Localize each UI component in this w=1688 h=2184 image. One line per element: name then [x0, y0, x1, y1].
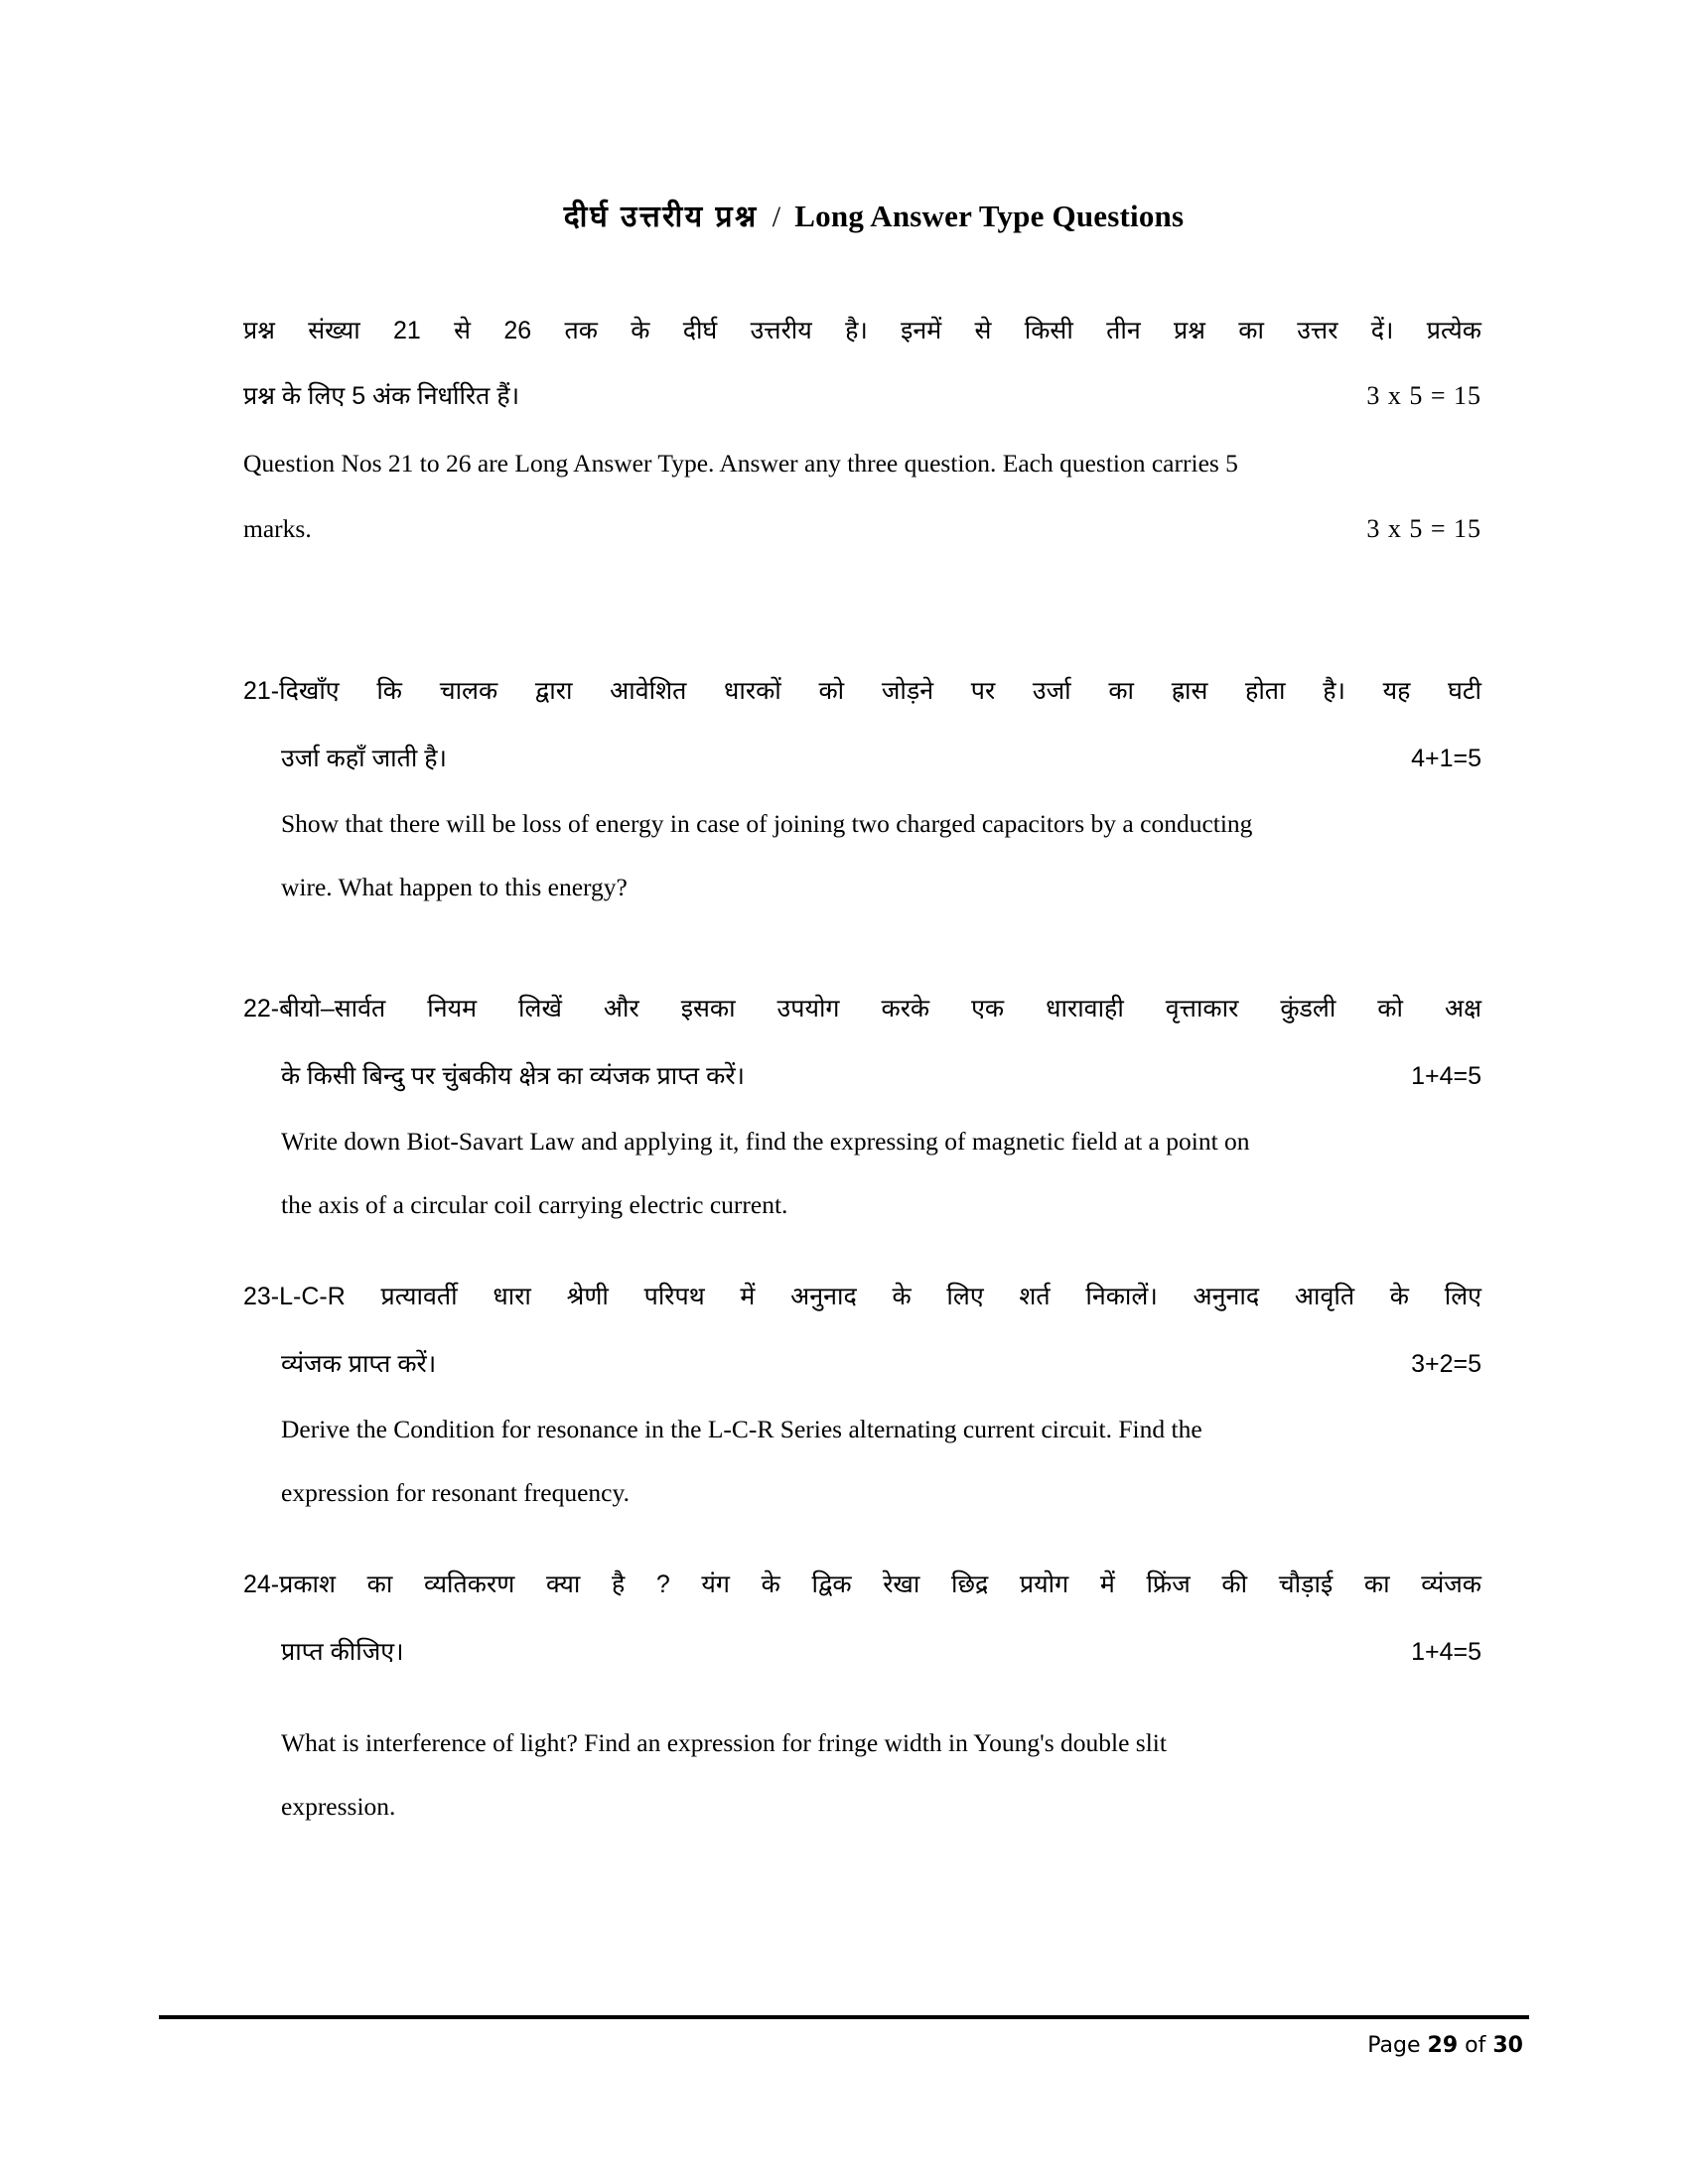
question-24-english	[243, 1711, 1481, 1839]
question-22	[243, 975, 1481, 1237]
question-23-hindi-line-1: 23-L-C-R प्रत्यावर्ती धारा श्रेणी परिपथ में अनुनाद के लिए शर्त निकालें। अनुनाद आवृति के लिए	[243, 1283, 1481, 1310]
question-22-english-line-2: the axis of a circular coil carrying electric current.	[281, 1190, 788, 1219]
question-21-english-line-1: Show that there will be loss of energy in case of joining two charged capacitors by a conducting	[281, 809, 1253, 838]
instructions-block	[243, 298, 1481, 562]
question-21-hindi-line-1: 21-दिखाँए कि चालक द्वारा आवेशित धारकों को जोड़ने पर उर्जा का ह्रास होता है। यह घटी	[243, 677, 1481, 705]
question-23-english-line-1: Derive the Condition for resonance in the L-C-R Series alternating current circuit. Find the	[281, 1415, 1202, 1443]
question-24-hindi-line-2: प्राप्त कीजिए।	[281, 1638, 404, 1666]
instructions-english-line-2: marks.	[243, 514, 312, 543]
instructions-english-line-1: Question Nos 21 to 26 are Long Answer Type. Answer any three question. Each question carries 5	[243, 449, 1238, 478]
question-23-english	[243, 1398, 1481, 1525]
question-24-hindi-line-1: 24-प्रकाश का व्यतिकरण क्या है ? यंग के द्विक रेखा छिद्र प्रयोग में फ्रिंज की चौड़ाई का व्यंजक	[243, 1570, 1481, 1598]
page-title	[0, 0, 1688, 235]
question-24-hindi	[243, 1551, 1481, 1686]
question-21-english-line-2: wire. What happen to this energy?	[281, 873, 628, 901]
instructions-hindi-marks: 3 x 5 = 15	[1366, 381, 1481, 410]
instructions-hindi-line-2: प्रश्न के लिए 5 अंक निर्धारित हैं।	[243, 382, 520, 410]
question-22-english	[243, 1110, 1481, 1237]
question-spacer	[243, 919, 1481, 975]
question-23-english-line-2: expression for resonant frequency.	[281, 1478, 630, 1507]
question-21-hindi-line-2: उर्जा कहाँ जाती है।	[281, 745, 448, 772]
question-21-hindi-line-2-row	[243, 725, 1481, 792]
instructions-english-marks: 3 x 5 = 15	[1366, 514, 1481, 543]
question-21-english	[243, 792, 1481, 919]
question-22-hindi-line-1: 22-बीयो–सार्वत नियम लिखें और इसका उपयोग करके एक धारावाही वृत्ताकार कुंडली को अक्ष	[243, 995, 1481, 1023]
question-22-hindi-line-2: के किसी बिन्दु पर चुंबकीय क्षेत्र का व्यंजक प्राप्त करें।	[281, 1062, 746, 1090]
question-24-english-line-1: What is interference of light? Find an expression for fringe width in Young's double slit	[281, 1728, 1167, 1757]
footer-divider	[159, 2015, 1529, 2019]
question-24-hindi-line-2-row	[243, 1618, 1481, 1686]
question-23-hindi-line-2-row	[243, 1330, 1481, 1398]
question-spacer	[243, 1237, 1481, 1263]
question-spacer	[243, 1525, 1481, 1551]
question-24	[243, 1551, 1481, 1839]
question-22-hindi	[243, 975, 1481, 1110]
instructions-hindi-line-1: प्रश्न संख्या 21 से 26 तक के दीर्घ उत्तरीय है। इनमें से किसी तीन प्रश्न का उत्तर दें। प्रत्येक	[243, 317, 1481, 344]
question-23	[243, 1263, 1481, 1525]
inline-spacer	[243, 1686, 1481, 1711]
footer-page-label: Page	[1367, 2033, 1421, 2058]
page-number-footer	[1367, 2033, 1523, 2058]
question-21-marks: 4+1=5	[1411, 745, 1481, 772]
question-23-hindi-line-2: व्यंजक प्राप्त करें।	[281, 1350, 437, 1378]
page-title-hindi: दीर्घ उत्तरीय प्रश्न	[563, 201, 759, 233]
section-spacer	[243, 562, 1481, 657]
question-22-english-line-1: Write down Biot-Savart Law and applying it, find the expressing of magnetic field at a point on	[281, 1127, 1250, 1156]
document-content	[243, 298, 1481, 1839]
footer-page-total: 30	[1492, 2033, 1523, 2058]
question-22-hindi-line-2-row	[243, 1042, 1481, 1110]
question-23-hindi	[243, 1263, 1481, 1398]
footer-of-label: of	[1465, 2033, 1486, 2058]
page-title-english: Long Answer Type Questions	[794, 199, 1185, 233]
instructions-hindi-line-2-row	[243, 363, 1481, 429]
question-21-hindi	[243, 657, 1481, 792]
question-24-english-line-2: expression.	[281, 1792, 396, 1821]
footer-page-number: 29	[1427, 2033, 1459, 2058]
question-22-marks: 1+4=5	[1411, 1062, 1481, 1090]
question-23-marks: 3+2=5	[1411, 1350, 1481, 1378]
page-title-separator: /	[772, 201, 781, 233]
instructions-english-line-2-row	[243, 496, 1481, 562]
question-24-marks: 1+4=5	[1411, 1638, 1481, 1666]
question-21	[243, 657, 1481, 919]
